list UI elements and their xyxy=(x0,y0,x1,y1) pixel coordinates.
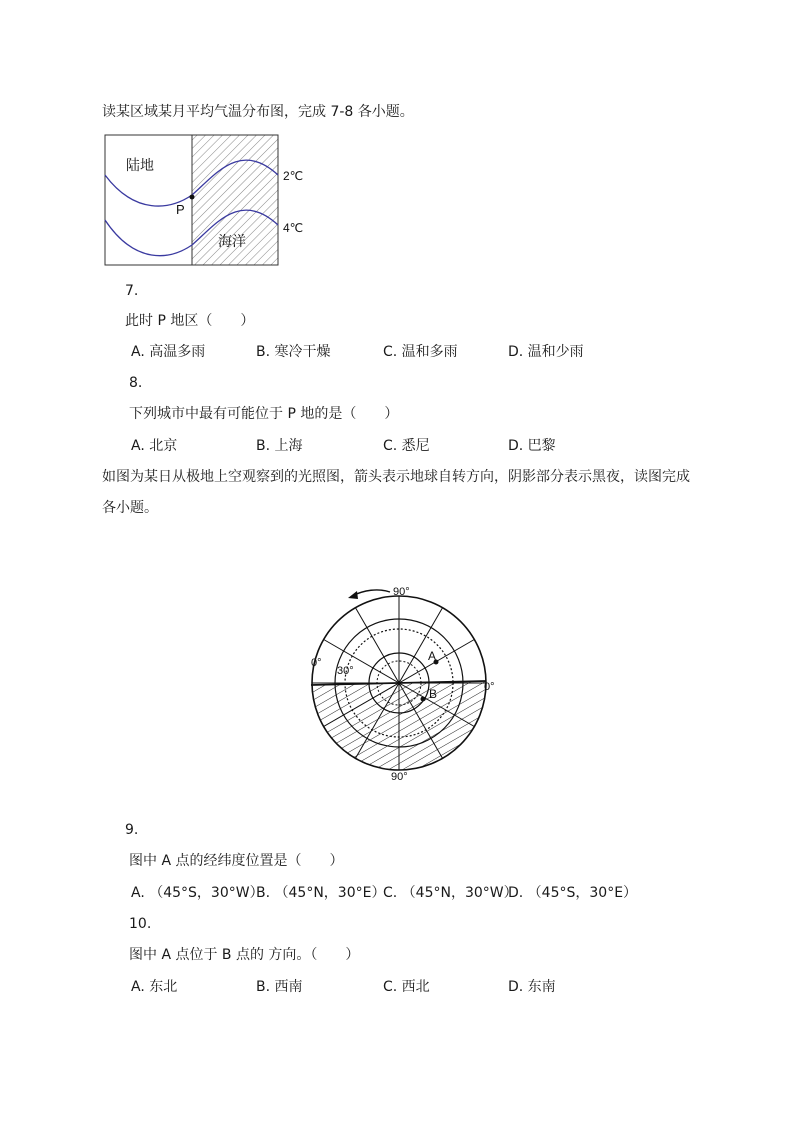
polar-illumination-diagram xyxy=(300,578,500,783)
q9-stem: 图中 A 点的经纬度位置是（ ） xyxy=(129,853,344,869)
q8-option-c[interactable]: C. 悉尼 xyxy=(383,438,430,454)
rotation-arrowhead xyxy=(348,591,358,599)
q7-option-d[interactable]: D. 温和少雨 xyxy=(508,344,584,360)
label-30: 30° xyxy=(337,665,354,677)
ocean-label: 海洋 xyxy=(218,233,246,249)
q7-option-a[interactable]: A. 高温多雨 xyxy=(131,344,206,360)
isotherm-4c-label: 4℃ xyxy=(283,221,304,235)
q9-option-a[interactable]: A. （45°S，30°W） xyxy=(131,885,264,901)
intro-text-2-line1: 如图为某日从极地上空观察到的光照图，箭头表示地球自转方向，阴影部分表示黑夜，读图完成 xyxy=(102,469,690,485)
q7-option-b[interactable]: B. 寒冷干燥 xyxy=(256,344,331,360)
land-label: 陆地 xyxy=(126,157,154,173)
q10-number: 10. xyxy=(129,916,152,932)
q9-option-b[interactable]: B. （45°N，30°E） xyxy=(256,885,386,901)
q8-option-a[interactable]: A. 北京 xyxy=(131,438,178,454)
point-p-label: P xyxy=(176,202,185,217)
q10-stem: 图中 A 点位于 B 点的 方向。（ ） xyxy=(129,947,360,963)
label-top-90: 90° xyxy=(393,586,410,598)
point-p-marker xyxy=(190,195,195,200)
label-right-0: 0° xyxy=(484,681,495,693)
q9-option-c[interactable]: C. （45°N，30°W） xyxy=(383,885,518,901)
q10-option-b[interactable]: B. 西南 xyxy=(256,979,303,995)
q9-option-d[interactable]: D. （45°S，30°E） xyxy=(508,885,638,901)
rotation-arrow xyxy=(352,590,390,596)
q8-option-b[interactable]: B. 上海 xyxy=(256,438,303,454)
isotherm-map xyxy=(100,130,320,270)
label-bottom-90: 90° xyxy=(391,771,408,783)
q8-number: 8. xyxy=(129,375,143,391)
q7-option-c[interactable]: C. 温和多雨 xyxy=(383,344,458,360)
q7-stem: 此时 P 地区（ ） xyxy=(125,313,255,329)
q9-number: 9. xyxy=(125,822,139,838)
q7-number: 7. xyxy=(125,283,139,299)
label-left-0: 0° xyxy=(311,657,322,669)
q8-option-d[interactable]: D. 巴黎 xyxy=(508,438,556,454)
label-point-b: B xyxy=(429,687,438,701)
intro-text-2-line2: 各小题。 xyxy=(102,500,158,516)
q10-option-a[interactable]: A. 东北 xyxy=(131,979,178,995)
label-point-a: A xyxy=(428,649,437,663)
point-b-marker xyxy=(421,697,426,702)
intro-text-1: 读某区域某月平均气温分布图，完成 7-8 各小题。 xyxy=(102,104,414,120)
isotherm-2c-label: 2℃ xyxy=(283,169,304,183)
q10-option-c[interactable]: C. 西北 xyxy=(383,979,430,995)
q10-option-d[interactable]: D. 东南 xyxy=(508,979,556,995)
q8-stem: 下列城市中最有可能位于 P 地的是（ ） xyxy=(129,406,399,422)
